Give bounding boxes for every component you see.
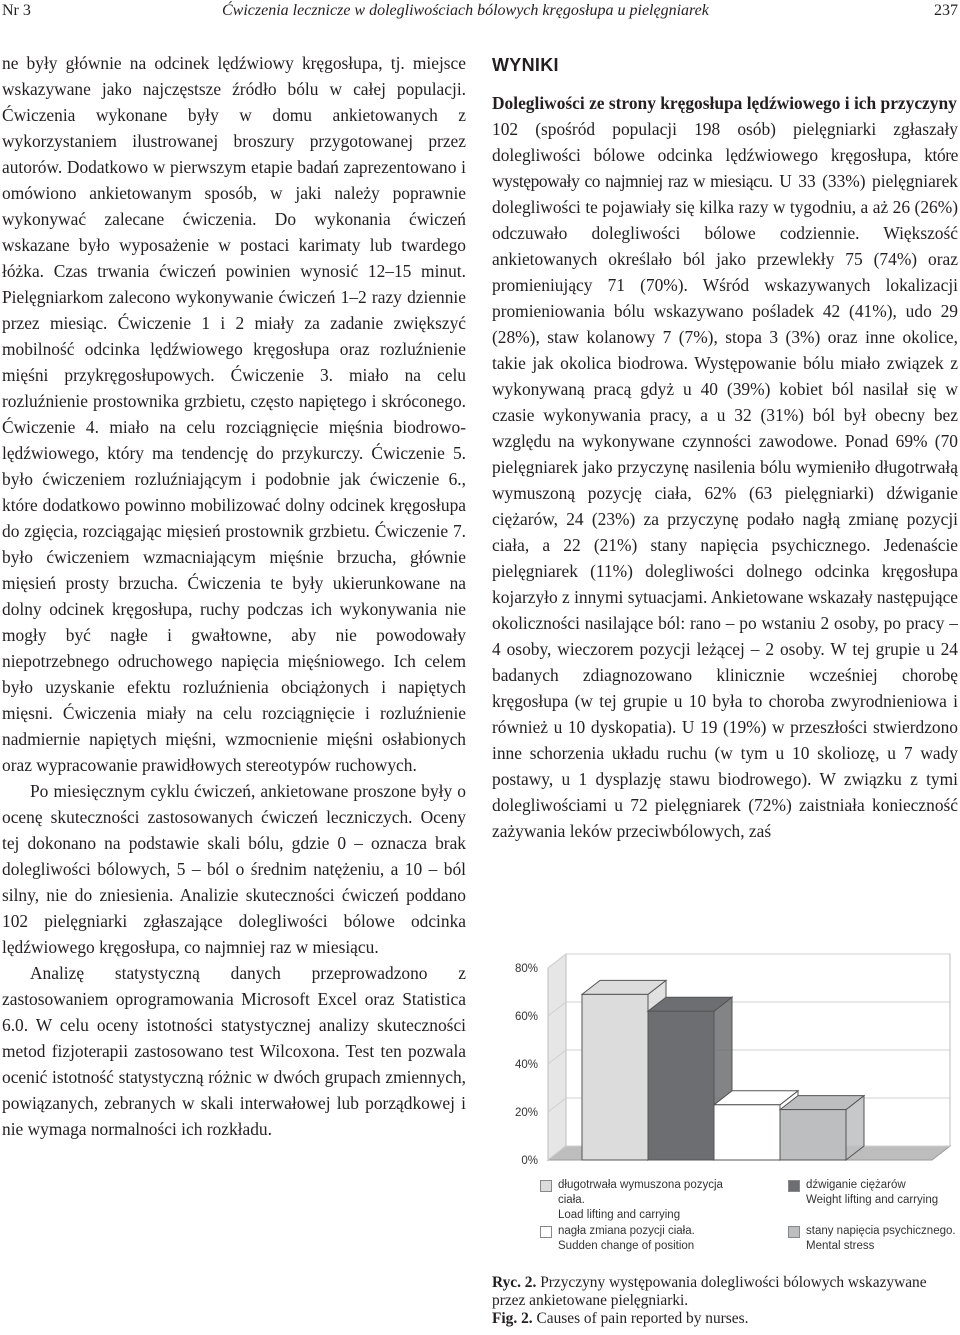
running-title: Ćwiczenia lecznicze w dolegliwościach bólowych kręgosłupa u pielęgniarek (222, 2, 709, 19)
legend-swatch (788, 1226, 800, 1238)
bar-chart-svg (500, 950, 950, 1170)
y-tick-label: 80% (514, 963, 538, 975)
caption-en-text: Causes of pain reported by nurses. (532, 1310, 749, 1327)
y-tick-label: 20% (514, 1107, 538, 1119)
legend-label-en: Sudden change of position (558, 1240, 695, 1252)
legend-label-pl: dźwiganie ciężarów (806, 1179, 906, 1191)
paragraph-results (492, 116, 958, 844)
y-tick-label: 0% (521, 1155, 538, 1167)
legend-label-en: Load lifting and carrying (558, 1209, 681, 1221)
bar (582, 994, 648, 1160)
subsection-heading: Dolegliwości ze strony kręgosłupa lędźwiowego i ich przyczyny (492, 93, 957, 113)
section-heading: WYNIKI (492, 55, 559, 75)
results-text-a: 102 (spośród populacji 198 osób) pielęgniarki zgłaszały dolegliwości bólowe odcinka lędźwiowego kręgosłupa, (492, 119, 958, 165)
legend-label-pl: nagła zmiana pozycji ciała. (558, 1225, 695, 1237)
legend-label-pl: długotrwała wymuszona pozycja ciała. (558, 1179, 723, 1206)
page-number: 237 (934, 2, 958, 19)
caption-pl-text: Przyczyny występowania dolegliwości bólowych wskazywane przez ankietowane pielęgniarki. (492, 1274, 927, 1309)
caption-pl-label: Ryc. 2. (492, 1274, 537, 1291)
caption-en-label: Fig. 2. (492, 1310, 533, 1327)
paragraph-statistics: Analizę statystyczną danych przeprowadzono z zastosowaniem oprogramowania Microsoft Excel oraz Statistica 6.0. W celu oceny istotności statystycznej analizy skuteczności metod fizjoterapii zastosowano test Wilcoxona. Test ten pozwala ocenić istotność statystyczną różnic w dwóch grupach zmiennych, powiązanych, zebranych w skali interwałowej lub porządkowej i nie wymaga normalności ich rozkładu. (2, 963, 466, 1139)
legend-swatch (788, 1180, 800, 1192)
legend-swatch (540, 1180, 552, 1192)
legend-swatch (540, 1226, 552, 1238)
bar (714, 1105, 780, 1160)
issue-number: Nr 3 (2, 2, 31, 19)
legend-label-en: Weight lifting and carrying (806, 1194, 939, 1206)
y-tick-label: 60% (514, 1011, 538, 1023)
paragraph-evaluation: Po miesięcznym cyklu ćwiczeń, ankietowane proszone były o ocenę skuteczności zastosowanych ćwiczeń leczniczych. Oceny tej dokonano na podstawie skali bólu, gdzie 0 – oznacza brak dolegliwości bólowych, 5 – ból o średnim natężeniu, a 10 – ból silny, nie do zniesienia. Analizie skuteczności ćwiczeń poddano 102 pielęgniarki zgłaszające dolegliwości bólowe odcinka lędźwiowego kręgosłupa, co najmniej raz w miesiącu. (2, 781, 466, 957)
bar (780, 1110, 846, 1160)
legend-label-en: Mental stress (806, 1240, 875, 1252)
legend-label-pl: stany napięcia psychicznego. (806, 1225, 956, 1237)
right-column (492, 52, 958, 844)
bar-chart (500, 950, 950, 1170)
y-tick-label: 40% (514, 1059, 538, 1071)
results-text-b: które występowały co najmniej raz w miesiącu. (492, 145, 958, 191)
left-column (2, 50, 466, 1142)
bar (648, 1011, 714, 1160)
caption-pl (492, 1274, 958, 1310)
figure-caption (492, 1274, 958, 1328)
caption-en (492, 1310, 958, 1328)
running-header (0, 0, 960, 22)
paragraph-exercises: ne były głównie na odcinek lędźwiowy kręgosłupa, tj. miejsce wskazywane jako najczęstsze źródło bólu w całej populacji. Ćwiczenia wykonane były w domu ankietowanych z wykorzystaniem ilustrowanej broszury przygotowanej przez autorów. Dodatkowo w pierwszym etapie badań zaprezentowano i omówiono ankietowanym sposób, w jaki należy poprawnie wykonywać zalecane ćwiczenia. Do wykonania ćwiczeń wskazane było wyposażenie w postaci karimaty lub twardego łóżka. Czas trwania ćwiczeń powinien wynosić 12–15 minut. Pielęgniarkom zalecono wykonywanie ćwiczeń 1–2 razy dziennie przez miesiąc. Ćwiczenie 1 i 2 miały za zadanie zwiększyć mobilność odcinka lędźwiowego kręgosłupa oraz rozluźnienie mięśni przykręgosłupowych. Ćwiczenie 3. miało na celu rozluźnienie prostownika grzbietu, często napiętego i skróconego. Ćwiczenie 4. miało na celu rozciągnięcie mięśnia biodrowo-lędźwiowego, który ma tendencję do przykurczy. Ćwiczenie 5. było ćwiczeniem rozluźniającym i podobnie jak ćwiczenie 6., które dodatkowo powinno mobilizować dolny odcinek kręgosłupa do zgięcia, rozciągając mięsień prostownik grzbietu. Ćwiczenie 7. było ćwiczeniem wzmacniającym mięśnie brzucha, głównie mięsień prosty brzucha. Ćwiczenia te były ukierunkowane na dolny odcinek kręgosłupa, ruchy podczas ich wykonywania nie mogły być nagłe i gwałtowne, aby nie powodowały niepotrzebnego odruchowego napięcia mięśniowego. Ich celem było uzyskanie efektu rozluźnienia obciążonych i napiętych mięsni. Ćwiczenia miały na celu rozciągnięcie i rozluźnienie nadmiernie napiętych mięśni, wzmocnienie mięśni osłabionych oraz wypracowanie prawidłowych stereotypów ruchowych. (2, 53, 466, 775)
chart-legend (540, 1178, 960, 1268)
results-text-c: U 33 (33%) pielęgniarek dolegliwości te pojawiały się kilka razy w tygodniu, a aż 26 (26%) odczuwało dolegliwości bólowe codziennie. Większość ankietowanych określało ból jako przewlekły 75 (74%) oraz promieniujący 71 (70%). Wśród wskazywanych lokalizacji promieniowania bólu wskazywano pośladek 42 (41%), udo 29 (28%), staw kolanowy 7 (7%), stopa 3 (3%) oraz inne okolice, takie jak okolica biodrowa. Występowanie bólu miało związek z wykonywaną pracą gdyż u 40 (39%) kobiet ból nasilał się w czasie wykonywania pracy, a u 32 (31%) ból był obecny bez względu na wykonywane czynności zawodowe. Ponad 69% (70 pielęgniarek jako przyczynę nasilenia bólu wymieniło długotrwałą wymuszoną pozycję ciała, 62% (63 pielęgniarki) dźwiganie ciężarów, 24 (23%) za przyczynę podało nagłą zmianę pozycji ciała, a 22 (21%) stany napięcia psychicznego. Jedenaście pielęgniarek (11%) dolegliwości dolnego odcinka kręgosłupa kojarzyło z innymi sytuacjami. Ankietowane wskazały następujące okoliczności nasilające ból: rano – po wstaniu 2 osoby, po pracy – 4 osoby, wieczorem pozycji leżącej – 2 osoby. W tej grupie u 24 badanych zdiagnozowano klinicznie wcześniej chorobę kręgosłupa (w tej grupie u 10 była to choroba zwyrodnieniowa i również u 10 dyskopatia). U 19 (19%) w przeszłości stwierdzono inne schorzenia układu ruchu (w tym u 10 skoliozę, u 7 wady postawy, u 1 dysplazję stawu biodrowego). W związku z tymi dolegliwościami u 72 pielęgniarek (72%) zaistniała konieczność zażywania leków przeciwbólowych, zaś (492, 171, 959, 841)
